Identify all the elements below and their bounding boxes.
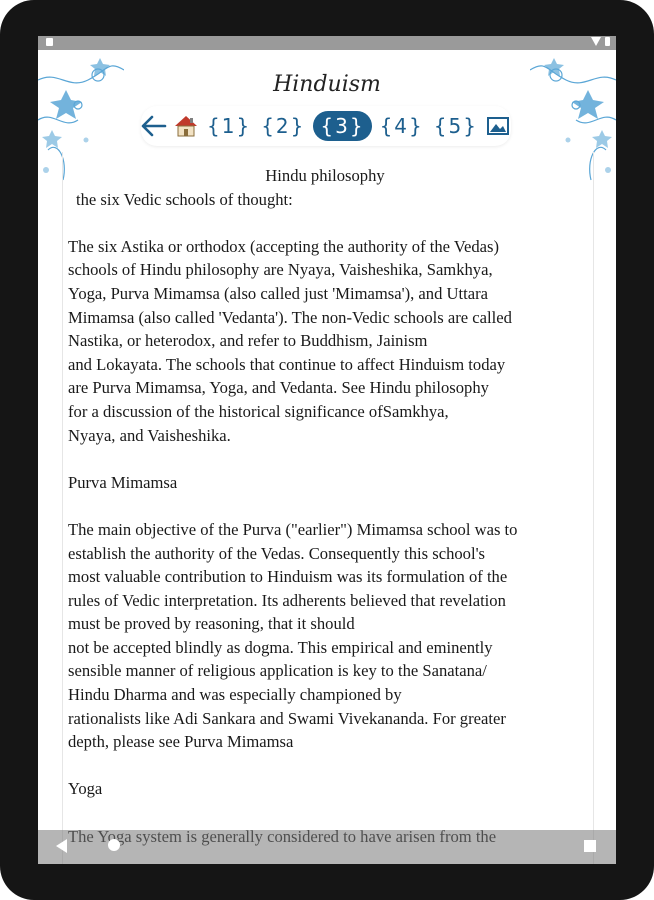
battery-icon xyxy=(605,37,610,46)
spacer xyxy=(68,211,582,235)
page-1-button[interactable]: {1} xyxy=(207,114,252,138)
spacer xyxy=(68,447,582,471)
text-line: The six Astika or orthodox (accepting the authority of the Vedas) xyxy=(68,236,500,256)
spacer xyxy=(68,801,582,825)
section-title-purva-mimamsa: Purva Mimamsa xyxy=(68,472,178,492)
text-line: are Purva Mimamsa, Yoga, and Vedanta. See Hindu philosophy xyxy=(68,378,489,398)
text-line: for a discussion of the historical significance ofSamkhya, xyxy=(68,401,449,421)
text-line: Nyaya, and Vaisheshika. xyxy=(68,425,231,445)
text-line: The main objective of the Purva ("earlier") Mimamsa school was to xyxy=(68,519,518,539)
system-back-button[interactable] xyxy=(56,839,67,853)
page-2-button[interactable]: {2} xyxy=(261,114,306,138)
back-arrow-icon xyxy=(141,115,167,137)
section-subheading: the six Vedic schools of thought: xyxy=(76,189,293,209)
text-line: and Lokayata. The schools that continue to affect Hinduism today xyxy=(68,354,506,374)
text-line: rules of Vedic interpretation. Its adherents believed that revelation xyxy=(68,590,506,610)
gallery-button[interactable] xyxy=(486,111,511,141)
notification-icon xyxy=(46,38,53,46)
status-icons xyxy=(591,37,610,46)
spacer xyxy=(68,754,582,778)
page-5-button[interactable]: {5} xyxy=(433,114,478,138)
text-line: most valuable contribution to Hinduism was its formulation of the xyxy=(68,567,508,587)
wifi-icon xyxy=(591,37,601,46)
article-content[interactable] xyxy=(68,164,582,848)
page-navigation xyxy=(141,106,511,146)
text-line: establish the authority of the Vedas. Consequently this school's xyxy=(68,543,486,563)
section-heading: Hindu philosophy xyxy=(265,166,385,185)
text-line: Yoga, Purva Mimamsa (also called just 'Mimamsa'), and Uttara xyxy=(68,283,488,303)
text-line: must be proved by reasoning, that it should xyxy=(68,614,355,634)
app-screen xyxy=(38,36,616,864)
system-home-button[interactable] xyxy=(108,839,120,851)
page-3-button[interactable]: {3} xyxy=(313,111,371,141)
text-line: rationalists like Adi Sankara and Swami Vivekananda. For greater xyxy=(68,708,506,728)
system-navigation-bar xyxy=(38,830,616,864)
text-line: not be accepted blindly as dogma. This empirical and eminently xyxy=(68,637,493,657)
section-title-yoga: Yoga xyxy=(68,779,103,799)
back-button[interactable] xyxy=(141,111,167,141)
text-line: sensible manner of religious application is key to the Sanatana/ xyxy=(68,661,487,681)
text-line: Hindu Dharma and was especially championed by xyxy=(68,685,402,705)
text-line: depth, please see Purva Mimamsa xyxy=(68,732,294,752)
text-line: Mimamsa (also called 'Vedanta'). The non-Vedic schools are called xyxy=(68,307,512,327)
home-button[interactable] xyxy=(173,111,199,141)
home-icon xyxy=(173,114,199,138)
status-bar xyxy=(38,36,616,50)
paragraph-purva-mimamsa xyxy=(68,518,582,754)
image-icon xyxy=(486,115,510,137)
app-title: Hinduism xyxy=(273,72,381,97)
text-line: Nastika, or heterodox, and refer to Buddhism, Jainism xyxy=(68,331,428,351)
text-line: schools of Hindu philosophy are Nyaya, Vaisheshika, Samkhya, xyxy=(68,260,493,280)
paragraph-astika xyxy=(68,235,582,447)
spacer xyxy=(68,494,582,518)
system-recents-button[interactable] xyxy=(584,840,596,852)
page-4-button[interactable]: {4} xyxy=(379,114,424,138)
